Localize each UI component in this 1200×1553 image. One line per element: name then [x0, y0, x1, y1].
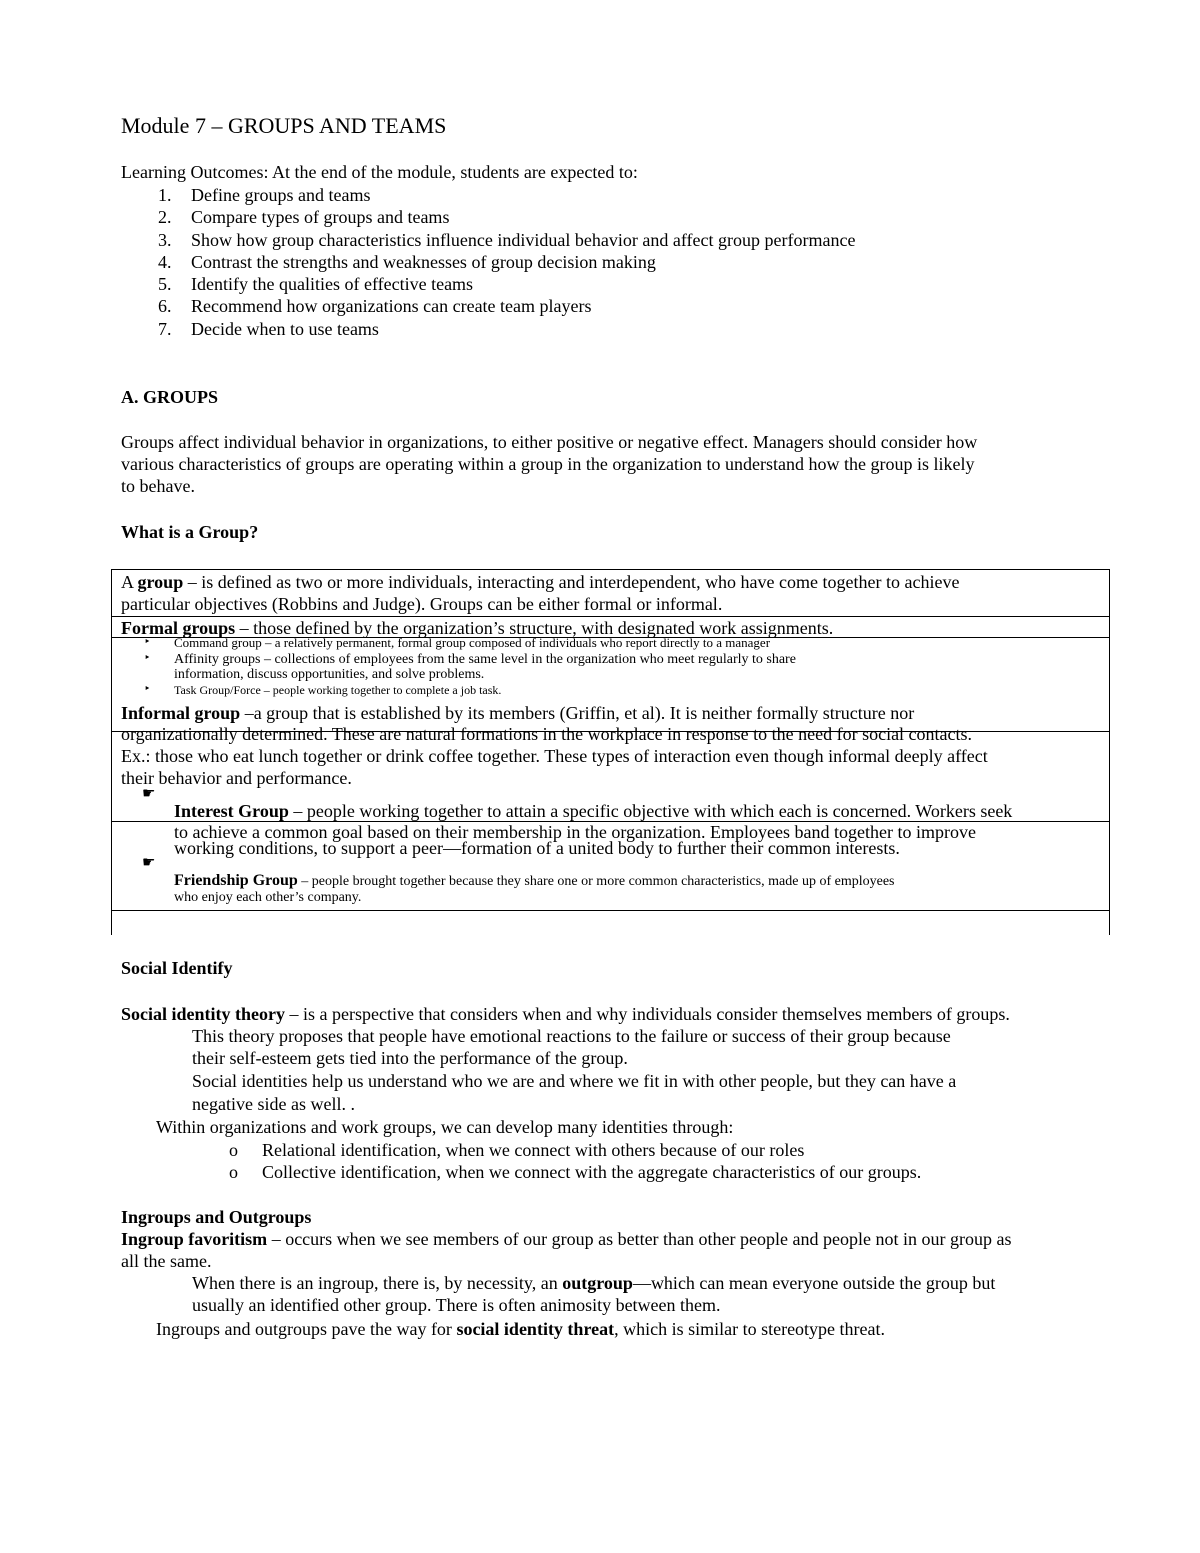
term-friendship-group: Friendship Group — [174, 872, 298, 889]
term-social-identity-theory: Social identity theory — [121, 1004, 285, 1024]
list-item: Show how group characteristics influence individual behavior and affect group performance — [191, 230, 856, 250]
paragraph-line: Social identities help us understand who we are and where we fit in with other people, but they can have a — [192, 1071, 957, 1091]
informal-group-definition — [121, 702, 914, 724]
learning-outcomes-intro: Learning Outcomes: At the end of the module, students are expected to: — [121, 162, 638, 182]
list-item-number: 5. — [158, 274, 172, 294]
group-definition-line2: particular objectives (Robbins and Judge). Groups can be either formal or informal. — [121, 594, 723, 614]
paragraph-line: various characteristics of groups are operating within a group in the organization to understand how the group is likely — [121, 454, 975, 474]
term-ingroup-favoritism: Ingroup favoritism — [121, 1229, 268, 1249]
bullet-marker: o — [229, 1140, 238, 1160]
section-heading: A. GROUPS — [121, 387, 219, 407]
threat-pre: Ingroups and outgroups pave the way for — [156, 1319, 457, 1339]
hand-pointer-icon: ☛ — [142, 853, 156, 871]
table-border — [111, 910, 1110, 911]
friendship-line2: who enjoy each other’s company. — [174, 890, 362, 905]
friendship-group-definition — [174, 872, 894, 890]
paragraph-line: negative side as well. . — [192, 1094, 355, 1114]
term-informal-group: Informal group — [121, 703, 241, 723]
theory-text: – is a perspective that considers when and why individuals consider themselves members of groups. — [285, 1004, 1010, 1024]
affinity-group-text-line2: information, discuss opportunities, and solve problems. — [174, 667, 485, 682]
subsection-heading: What is a Group? — [121, 522, 259, 542]
bullet-arrow-icon: ‣ — [144, 635, 151, 648]
table-border — [111, 569, 1110, 570]
paragraph-line: Groups affect individual behavior in organizations, to either positive or negative effect. Managers should consider how — [121, 432, 978, 452]
term-interest-group: Interest Group — [174, 801, 289, 821]
friendship-text: – people brought together because they share one or more common characteristics, made up of employees — [297, 874, 895, 889]
list-item-number: 3. — [158, 230, 172, 250]
example-line2: their behavior and performance. — [121, 768, 352, 788]
group-definition — [121, 571, 959, 593]
bullet-marker: o — [229, 1162, 238, 1182]
hand-pointer-icon: ☛ — [142, 784, 156, 802]
list-item: Collective identification, when we connect with the aggregate characteristics of our groups. — [262, 1162, 922, 1182]
social-identity-theory — [121, 1003, 1010, 1025]
ingroup-favoritism — [121, 1228, 1011, 1250]
section-heading: Social Identify — [121, 958, 233, 978]
list-item: Recommend how organizations can create team players — [191, 296, 592, 316]
term-social-identity-threat: social identity threat — [456, 1319, 615, 1339]
threat-line — [156, 1318, 885, 1340]
section-heading: Ingroups and Outgroups — [121, 1207, 312, 1227]
paragraph-line: to behave. — [121, 476, 195, 496]
page-title: Module 7 – GROUPS AND TEAMS — [121, 113, 447, 138]
list-item: Contrast the strengths and weaknesses of group decision making — [191, 252, 656, 272]
bullet-arrow-icon: ‣ — [144, 651, 151, 664]
interest-group-definition — [174, 800, 1012, 822]
list-item: Define groups and teams — [191, 185, 371, 205]
term-outgroup: outgroup — [562, 1273, 633, 1293]
task-group-text: Task Group/Force – people working together to complete a job task. — [174, 683, 502, 697]
bullet-arrow-icon: ‣ — [144, 682, 151, 695]
command-group-text: Command group – a relatively permanent, formal group composed of individuals who report directly to a manager — [174, 635, 771, 650]
formal-text: – those defined by the organization’s structure, with designated work assignments. — [235, 618, 834, 638]
informal-text: –a group that is established by its members (Griffin, et al). It is neither formally structure nor — [240, 703, 915, 723]
list-item-number: 6. — [158, 296, 172, 316]
paragraph-line: all the same. — [121, 1251, 212, 1271]
interest-line2: to achieve a common goal based on their membership in the organization. Employees band together to improve — [174, 822, 976, 842]
list-item: Compare types of groups and teams — [191, 207, 450, 227]
list-item-number: 1. — [158, 185, 172, 205]
paragraph-line: This theory proposes that people have emotional reactions to the failure or success of their group because — [192, 1026, 951, 1046]
def-prefix: A — [121, 572, 138, 592]
paragraph-line: usually an identified other group. There is often animosity between them. — [192, 1295, 721, 1315]
table-border — [111, 569, 112, 935]
paragraph-line: their self-esteem gets tied into the performance of the group. — [192, 1048, 628, 1068]
def-text: – is defined as two or more individuals, interacting and interdependent, who have come together to achieve — [183, 572, 960, 592]
term-formal-groups: Formal groups — [121, 618, 236, 638]
example-line1: Ex.: those who eat lunch together or drink coffee together. These types of interaction even though informal deeply affect — [121, 746, 988, 766]
interest-line3: working conditions, to support a peer—formation of a united body to further their common interests. — [174, 838, 900, 858]
list-item-number: 4. — [158, 252, 172, 272]
list-item: Decide when to use teams — [191, 319, 379, 339]
informal-line2: organizationally determined. These are natural formations in the workplace in response to the need for social contacts. — [121, 724, 973, 744]
list-item: Identify the qualities of effective teams — [191, 274, 474, 294]
outgroup-post: —which can mean everyone outside the group but — [632, 1273, 996, 1293]
table-border — [1109, 569, 1110, 935]
list-item-number: 7. — [158, 319, 172, 339]
outgroup-pre: When there is an ingroup, there is, by necessity, an — [192, 1273, 563, 1293]
term-group: group — [137, 572, 184, 592]
threat-post: , which is similar to stereotype threat. — [614, 1319, 886, 1339]
affinity-group-text: Affinity groups – collections of employees from the same level in the organization who meet regularly to share — [174, 652, 796, 667]
list-item: Relational identification, when we connect with others because of our roles — [262, 1140, 805, 1160]
favoritism-text: – occurs when we see members of our group as better than other people and people not in our group as — [267, 1229, 1012, 1249]
list-item-number: 2. — [158, 207, 172, 227]
paragraph-line: Within organizations and work groups, we can develop many identities through: — [156, 1117, 734, 1137]
interest-text: – people working together to attain a specific objective with which each is concerned. Workers seek — [288, 801, 1013, 821]
outgroup-line — [192, 1272, 995, 1294]
